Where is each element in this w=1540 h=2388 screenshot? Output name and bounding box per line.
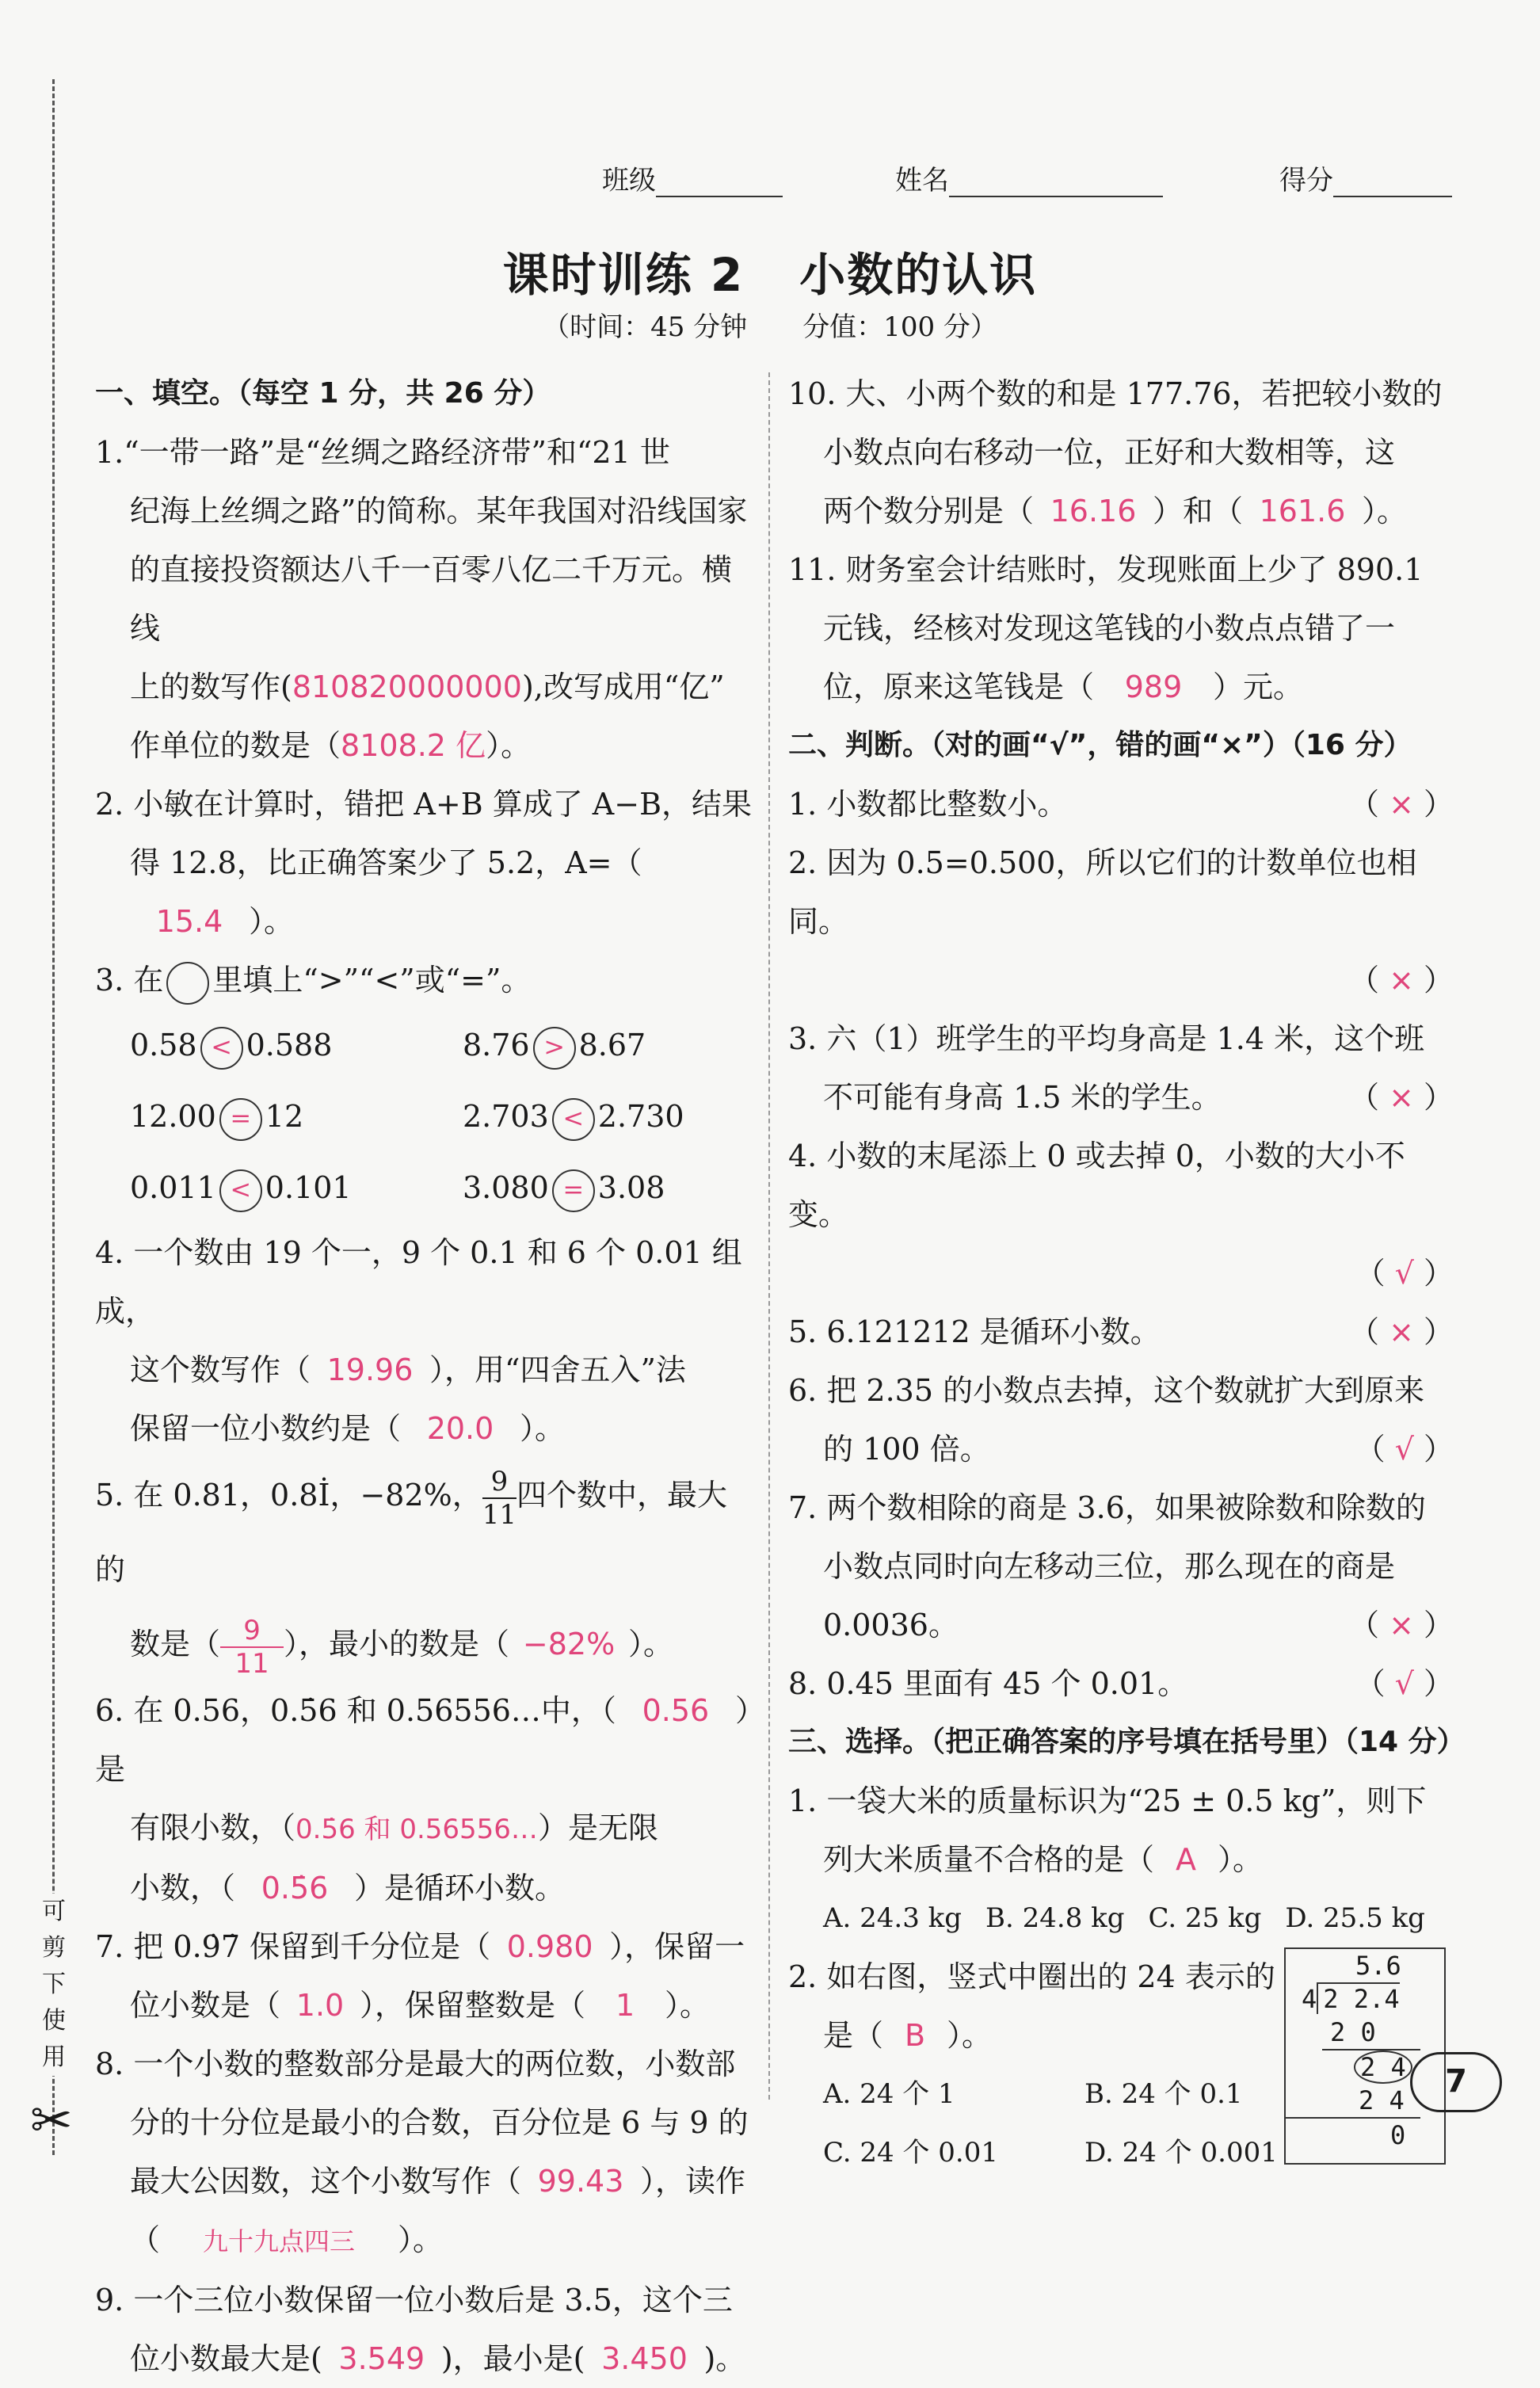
column-divider [768,372,770,2100]
judge-list [788,775,1454,1713]
compare-item: 0.58 < 0.588 [130,1009,463,1081]
judge-item: 5. 6.121212 是循环小数。 （ × ） [788,1314,1454,1349]
question-10: 10. 大、小两个数的和是 177.76，若把较小数的 小数点向右移动一位，正好和大数相等，这 两个数分别是（ 16.16 ）和（ 161.6 ）。 [788,364,1454,540]
judge-item: 6. 把 2.35 的小数点去掉，这个数就扩大到原来 的 100 倍。 （ √ ） [788,1373,1454,1467]
question-5: 5. 在 0.81，0.8İ，−82%， $\frac{9}{11}$ 四个数中，最大的 数是（ $\frac{9}{11}$ ），最小的数是（ −82% ）。 [95,1458,753,1681]
cut-text: 可剪下使用 [36,1894,71,2076]
question-11: 11. 财务室会计结账时，发现账面上少了 890.1 元钱，经核对发现这笔钱的小数点点错了一 位，原来这笔钱是（ 989 ）元。 [788,540,1454,716]
answer[interactable]: $\frac{9}{11}$ [220,1615,284,1680]
page-subtitle: （时间：45 分钟 分值：100 分） [543,311,997,343]
judge-item: 3. 六（1）班学生的平均身高是 1.4 米，这个班 不可能有身高 1.5 米的学生。 （ × ） [788,1021,1454,1115]
judge-item: 4. 小数的末尾添上 0 或去掉 0，小数的大小不变。 （ √ ） [788,1139,1454,1291]
choice-1: 1. 一袋大米的质量标识为“25 ± 0.5 kg”，则下 列大米质量不合格的是（ A ）。 A. 24.3 kg B. 24.8 kg C. 25 kg D. 25.5 kg [788,1783,1427,1934]
judge-item: 8. 0.45 里面有 45 个 0.01。 （ √ ） [788,1666,1454,1701]
scissors-icon: ✂ [30,2092,73,2150]
circle-icon [166,962,209,1005]
compare-item: 2.703 < 2.730 [463,1081,780,1152]
answer[interactable]: 19.96 [326,1352,414,1387]
answer[interactable]: 1.0 [295,1988,345,2023]
question-3: 3. 在 里填上“>”“<”或“=”。 0.58 < 0.588 8.76 > 8.67 12.00 = 12 2.703 < 2.730 0.011 < 0.101 3.080 = 3.08 [95,951,753,1223]
page-number: 7 [1410,2052,1502,2112]
answer[interactable]: 0.5̇6 [261,1871,329,1905]
compare-item: 12.00 = 12 [130,1081,463,1152]
answer[interactable]: 1 [615,1988,635,2023]
question-1: 1.“一带一路”是“丝绸之路经济带”和“21 世 纪海上丝绸之路”的简称。某年我国对沿线国家 的直接投资额达八千一百零八亿二千万元。横线 上的数写作(810820000000),改写成用“亿” 作单位的数是（8108.2 亿）。 [95,423,753,775]
answer[interactable]: A [1176,1842,1197,1877]
cut-line [52,79,55,2155]
question-6: 6. 在 0.56，0.5̇6 和 0.56556…中，（ 0.56 ）是 有限小数，（0.5̇6 和 0.56556…）是无限 小数，（ 0.5̇6 ）是循环小数。 [95,1681,753,1917]
right-column [788,364,1466,2182]
compare-item: 8.76 > 8.67 [463,1009,780,1081]
question-4: 4. 一个数由 19 个一，9 个 0.1 和 6 个 0.01 组成， 这个数写作（ 19.96 ），用“四舍五入”法 保留一位小数约是（ 20.0 ）。 [95,1223,753,1458]
question-2: 2. 小敏在计算时，错把 A+B 算成了 A−B，结果 得 12.8，比正确答案少了 5.2，A=（15.4 ）。 [95,775,753,951]
name-field: 姓名 [895,158,1163,197]
answer[interactable]: 989 [1124,669,1183,704]
answer[interactable]: 3.549 [338,2341,425,2376]
answer[interactable]: 3.450 [601,2341,688,2376]
score-input[interactable] [1333,167,1452,197]
class-input[interactable] [656,167,783,197]
score-field: 得分 [1279,158,1452,197]
long-division: 5.6 4 2 2.4 2 0 2 4 2 4 0 [1284,1947,1446,2165]
compare-item: 0.011 < 0.101 [130,1152,463,1223]
answer[interactable]: 810820000000 [292,669,522,704]
page-title: 课时训练 2 小数的认识 [502,248,1038,302]
class-field: 班级 [602,158,783,197]
judge-item: 1. 小数都比整数小。 （ × ） [788,787,1454,822]
answer[interactable]: 99.43 [537,2164,624,2199]
judge-item: 7. 两个数相除的商是 3.6，如果被除数和除数的 小数点同时向左移动三位，那么现在的商是 0.0036。 （ × ） [788,1490,1454,1642]
section1-heading: 一、填空。（每空 1 分，共 26 分） [95,377,551,410]
answer[interactable]: 15.4 [155,904,223,939]
answer[interactable]: 161.6 [1259,494,1346,528]
left-column [95,364,753,2388]
choice-2: 2. 如右图，竖式中圈出的 24 表示的 是（ B ）。 A. 24 个 1 B. 24 个 0.1 C. 24 个 0.01 D. 24 个 0.001 5.6 4 2 2.4 2 0 2 4 2 4 0 [788,1947,1454,2182]
answer[interactable]: 0.980 [506,1929,593,1964]
answer[interactable]: −82% [522,1627,616,1661]
answer[interactable]: 8108.2 亿 [341,728,486,763]
answer[interactable]: 九十九点四三 [203,2226,356,2256]
answer[interactable]: B [904,2018,926,2053]
answer[interactable]: 20.0 [426,1411,494,1446]
answer[interactable]: 16.16 [1050,494,1137,528]
answer[interactable]: 0.5̇6 和 0.56556… [295,1814,538,1845]
name-input[interactable] [949,167,1163,197]
answer[interactable]: 0.56 [642,1693,710,1728]
section2-heading: 二、判断。（对的画“√”，错的画“×”）（16 分） [788,729,1412,761]
section3-heading: 三、选择。（把正确答案的序号填在括号里）（14 分） [788,1726,1466,1758]
question-9: 9. 一个三位小数保留一位小数后是 3.5，这个三 位小数最大是( 3.549 )，最小是( 3.450 )。 [95,2271,753,2388]
question-8: 8. 一个小数的整数部分是最大的两位数，小数部 分的十分位是最小的合数，百分位是 6 与 9 的 最大公因数，这个小数写作（ 99.43 ），读作 （ 九十九点四三 ）。 [95,2035,753,2271]
judge-item: 2. 因为 0.5=0.500，所以它们的计数单位也相同。 （ × ） [788,845,1454,998]
question-7: 7. 把 0.9̇7̇ 保留到千分位是（ 0.980 ），保留一 位小数是（ 1.0 ），保留整数是（ 1 ）。 [95,1917,753,2035]
compare-item: 3.080 = 3.08 [463,1152,780,1223]
